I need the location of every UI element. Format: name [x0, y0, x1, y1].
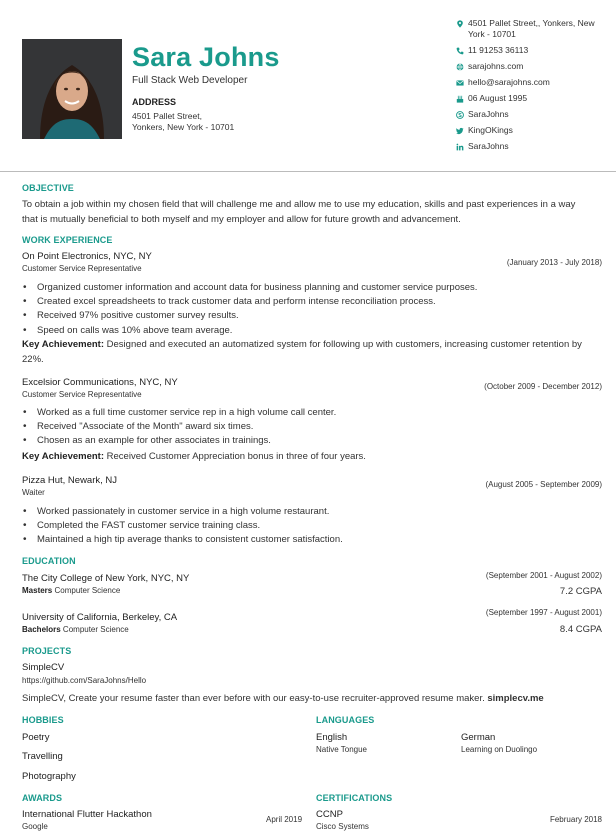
education-2-gpa: 8.4 CGPA	[559, 624, 602, 635]
language-1-level: Native Tongue	[316, 745, 367, 754]
list-item: • Chosen as an example for other associates in trainings.	[22, 434, 592, 448]
globe-icon	[456, 61, 468, 72]
list-item: • Worked passionately in customer service in a high volume restaurant.	[22, 505, 592, 519]
language-2-name: German	[461, 732, 496, 743]
job-2-key-achievement	[22, 450, 592, 465]
address-value	[132, 111, 262, 133]
education-2-field: Computer Science	[62, 625, 129, 634]
contact-skype[interactable]	[456, 109, 608, 120]
contact-linkedin[interactable]	[456, 141, 608, 152]
list-item: • Received "Associate of the Month" award six times.	[22, 420, 592, 434]
work-heading: WORK EXPERIENCE	[22, 235, 113, 245]
hobby-item: Travelling	[22, 751, 63, 762]
contact-phone-text: 11 91253 36113	[468, 45, 529, 55]
certification-issuer: Cisco Systems	[316, 822, 369, 831]
key-achievement-label: Key Achievement:	[22, 339, 105, 350]
contact-email-text[interactable]: hello@sarajohns.com	[468, 77, 550, 87]
education-2-degree	[22, 625, 129, 634]
award-name: International Flutter Hackathon	[22, 809, 152, 820]
job-3-position: Waiter	[22, 488, 45, 497]
list-item: • Created excel spreadsheets to track customer data and perform intense reconciliation process.	[22, 295, 592, 309]
contact-address-text: 4501 Pallet Street,, Yonkers, New York - 10701	[468, 18, 595, 39]
list-item: • Speed on calls was 10% above team average.	[22, 324, 592, 338]
job-1-dates: (January 2013 - July 2018)	[506, 258, 602, 267]
contact-birthday-text: 06 August 1995	[468, 93, 528, 103]
list-item: • Completed the FAST customer service training class.	[22, 519, 592, 533]
list-item: • Maintained a high tip average thanks to consistent customer satisfaction.	[22, 533, 592, 547]
list-item: • Received 97% positive customer survey results.	[22, 309, 592, 323]
language-1-name: English	[316, 732, 348, 743]
twitter-icon	[456, 125, 468, 136]
education-heading: EDUCATION	[22, 556, 76, 566]
contact-skype-text[interactable]: SaraJohns	[468, 109, 509, 119]
education-2-school: University of California, Berkeley, CA	[22, 612, 178, 623]
projects-heading: PROJECTS	[22, 646, 72, 656]
skype-icon	[456, 109, 468, 120]
location-icon	[456, 18, 468, 29]
job-1-title: On Point Electronics, NYC, NY	[22, 251, 152, 262]
hobby-item: Poetry	[22, 732, 50, 743]
contact-phone	[456, 45, 608, 56]
job-1-bullets	[22, 281, 592, 338]
job-1-key-achievement	[22, 338, 592, 367]
contact-twitter-text[interactable]: KingOKings	[468, 125, 513, 135]
key-achievement-label: Key Achievement:	[22, 451, 105, 462]
address-line-2: Yonkers, New York - 10701	[132, 122, 235, 132]
candidate-role: Full Stack Web Developer	[132, 75, 248, 86]
project-url[interactable]: https://github.com/SaraJohns/Hello	[22, 676, 147, 685]
education-1-school: The City College of New York, NYC, NY	[22, 573, 190, 584]
contact-twitter[interactable]	[456, 125, 608, 136]
job-3-title: Pizza Hut, Newark, NJ	[22, 475, 118, 486]
certification-name: CCNP	[316, 809, 343, 820]
education-1-gpa: 7.2 CGPA	[559, 586, 602, 597]
education-1-degree-level: Masters	[22, 586, 53, 595]
list-item: • Worked as a full time customer service rep in a high volume call center.	[22, 406, 592, 420]
certifications-heading: CERTIFICATIONS	[316, 793, 393, 803]
education-1-field: Computer Science	[54, 586, 121, 595]
job-1-key-achievement-text: Designed and executed an automatized system for following up with customers, increasing customer retention by 22%.	[22, 339, 582, 365]
project-description	[22, 692, 592, 707]
contact-linkedin-text[interactable]: SaraJohns	[468, 141, 509, 151]
project-name: SimpleCV	[22, 662, 65, 673]
job-2-title: Excelsior Communications, NYC, NY	[22, 377, 178, 388]
contact-website[interactable]	[456, 61, 608, 72]
project-description-text: SimpleCV, Create your resume faster than ever before with our easy-to-use recruiter-approved resume maker.	[22, 693, 485, 704]
list-item: • Organized customer information and account data for business planning and customer service purposes.	[22, 281, 592, 295]
profile-photo-image	[22, 39, 122, 139]
objective-heading: OBJECTIVE	[22, 183, 74, 193]
contact-email[interactable]	[456, 77, 608, 88]
award-issuer: Google	[22, 822, 48, 831]
job-2-position: Customer Service Representative	[22, 390, 142, 399]
address-line-1: 4501 Pallet Street,	[132, 111, 202, 121]
address-heading: ADDRESS	[132, 97, 177, 107]
objective-text: To obtain a job within my chosen field that will challenge me and allow me to use my education, skills and past experiences in a way that is mutually beneficial to both myself and my employer and allow for future growth and advancement.	[22, 199, 576, 225]
education-1-degree	[22, 586, 120, 595]
contact-birthday	[456, 93, 608, 104]
candidate-name: Sara Johns	[132, 42, 280, 72]
mail-icon	[456, 77, 468, 88]
awards-heading: AWARDS	[22, 793, 63, 803]
profile-photo	[22, 39, 122, 139]
award-date: April 2019	[266, 815, 303, 824]
job-3-dates: (August 2005 - September 2009)	[485, 480, 602, 489]
language-2-level: Learning on Duolingo	[461, 745, 538, 754]
languages-heading: LANGUAGES	[316, 715, 375, 725]
contact-list	[456, 18, 608, 157]
phone-icon	[456, 45, 468, 56]
education-2-degree-level: Bachelors	[22, 625, 61, 634]
birthday-cake-icon	[456, 93, 468, 104]
header-divider	[0, 171, 616, 172]
contact-website-text[interactable]: sarajohns.com	[468, 61, 524, 71]
project-link[interactable]: simplecv.me	[487, 693, 544, 704]
hobby-item: Photography	[22, 771, 76, 782]
hobbies-heading: HOBBIES	[22, 715, 64, 725]
job-2-key-achievement-text: Received Customer Appreciation bonus in three of four years.	[106, 451, 366, 462]
certification-date: February 2018	[549, 815, 602, 824]
education-1-dates: (September 2001 - August 2002)	[485, 571, 602, 580]
job-2-bullets	[22, 406, 592, 449]
education-2-dates: (September 1997 - August 2001)	[485, 608, 602, 617]
job-2-dates: (October 2009 - December 2012)	[484, 382, 602, 391]
linkedin-icon	[456, 141, 468, 152]
contact-address	[456, 18, 608, 40]
job-3-bullets	[22, 505, 592, 548]
job-1-position: Customer Service Representative	[22, 264, 142, 273]
